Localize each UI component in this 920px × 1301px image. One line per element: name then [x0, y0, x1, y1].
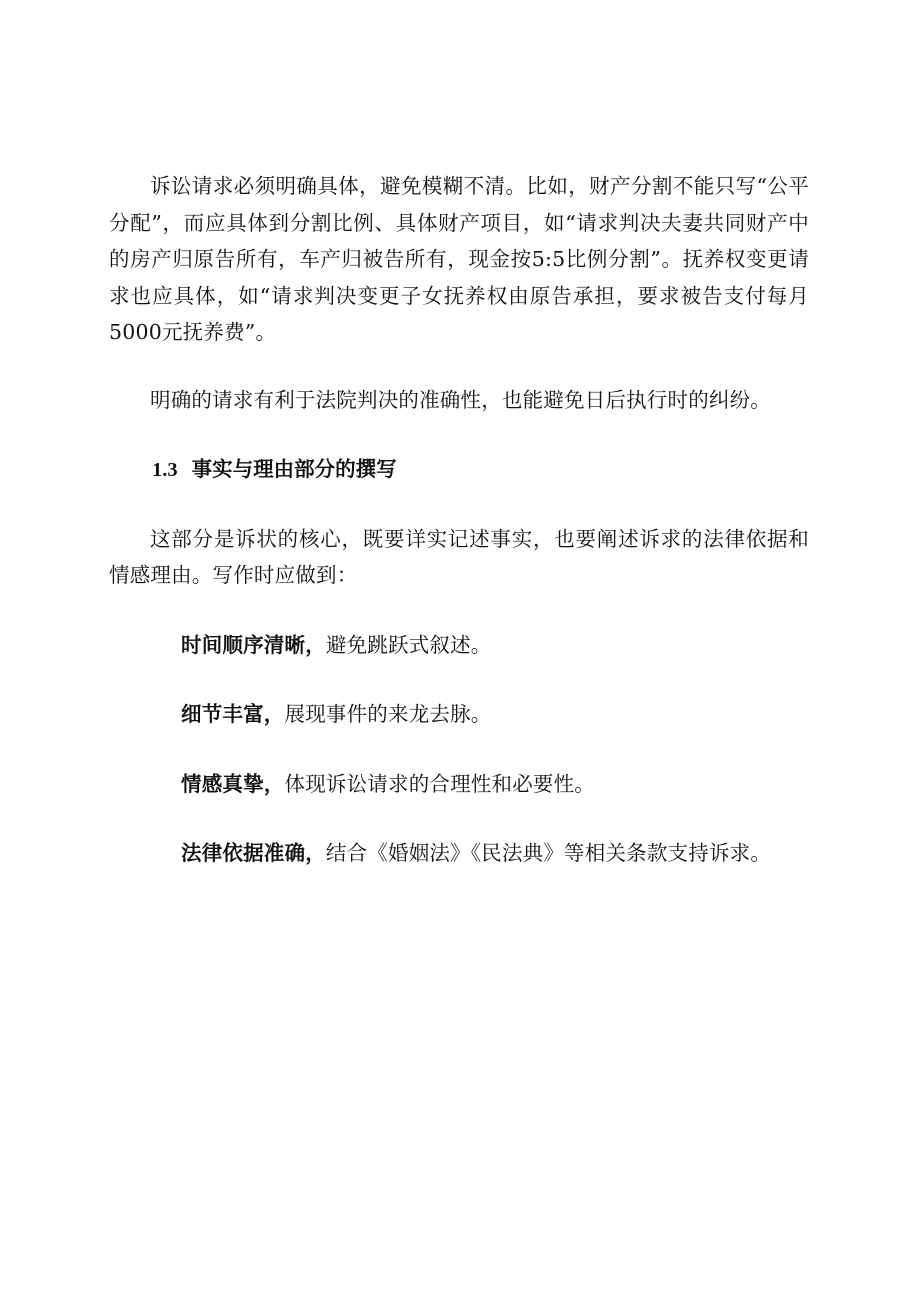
writing-points-list: [109, 627, 809, 872]
list-item: [109, 627, 809, 664]
document-body: [109, 168, 809, 872]
point-lead: 法律依据准确，: [181, 841, 326, 865]
point-text: 结合《婚姻法》《民法典》等相关条款支持诉求。: [325, 841, 772, 865]
section-number: 1.3: [152, 459, 178, 481]
paragraph-claims-specific: 诉讼请求必须明确具体，避免模糊不清。比如，财产分割不能只写“公平分配”，而应具体到分割比例、具体财产项目，如“请求判决夫妻共同财产中的房产归原告所有，车产归被告所有，现金按5:5比例分割”。抚养权变更请求也应具体，如“请求判决变更子女抚养权由原告承担，要求被告支付每月5000元抚养费”。: [109, 174, 809, 344]
paragraph-section-intro: 这部分是诉状的核心，既要详实记述事实，也要阐述诉求的法律依据和情感理由。写作时应做到：: [109, 526, 809, 587]
paragraph-claims-benefit: 明确的请求有利于法院判决的准确性，也能避免日后执行时的纠纷。: [150, 387, 771, 412]
list-item: [109, 696, 809, 733]
point-text: 展现事件的来龙去脉。: [284, 702, 492, 726]
list-item: [109, 835, 809, 872]
point-lead: 细节丰富，: [181, 702, 285, 726]
list-item: [109, 766, 809, 803]
section-heading: [109, 451, 809, 489]
section-title: 事实与理由部分的撰写: [191, 457, 397, 481]
point-text: 避免跳跃式叙述。: [325, 632, 492, 657]
point-lead: 时间顺序清晰，: [181, 632, 326, 657]
point-text: 体现诉讼请求的合理性和必要性。: [284, 771, 595, 796]
point-lead: 情感真挚，: [181, 771, 285, 796]
